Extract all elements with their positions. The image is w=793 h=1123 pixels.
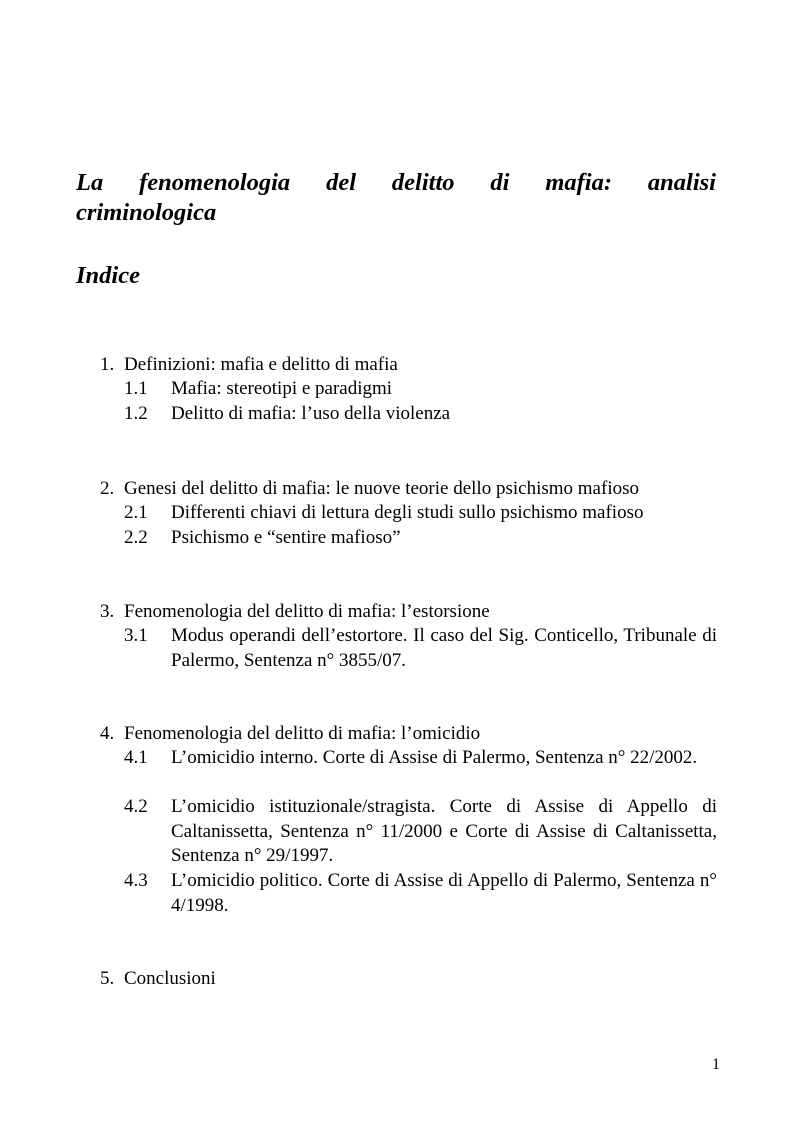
toc-section-number: 4. [100,723,115,744]
page-number: 1 [712,1056,720,1073]
toc-subsection-number: 1.2 [124,403,148,424]
document-title-line-1: La fenomenologia del delitto di mafia: analisi [76,169,716,196]
toc-subsection-number: 4.3 [124,870,148,891]
toc-section-number: 5. [100,968,115,989]
toc-section-number: 3. [100,601,115,622]
toc-section-label: Fenomenologia del delitto di mafia: l’omicidio [124,723,481,744]
toc-subsection-4-2 [124,795,717,869]
toc-section-label: Conclusioni [124,968,216,989]
toc-subsection-number: 3.1 [124,625,148,646]
toc-subsection-2-1 [124,501,717,526]
toc-section-label: Genesi del delitto di mafia: le nuove teorie dello psichismo mafioso [124,478,639,499]
toc-subsection-1-2 [124,402,717,427]
toc-section-4 [100,722,717,746]
toc-section-number: 1. [100,354,115,375]
toc-section-label: Definizioni: mafia e delitto di mafia [124,354,398,375]
toc-subsection-number: 1.1 [124,378,148,399]
toc-section-2 [100,477,717,501]
toc-subsection-2-2 [124,526,717,551]
toc-section-5 [100,967,717,991]
toc-subsection-number: 2.1 [124,502,148,523]
toc-subsection-3-1 [124,624,717,673]
toc-subsection-label: Modus operandi dell’estortore. Il caso del Sig. Conticello, Tribunale di Palermo, Sentenza n° 3855/07. [171,625,717,671]
index-heading: Indice [76,262,140,289]
toc-section-3 [100,600,717,624]
toc-subsection-label: Differenti chiavi di lettura degli studi sullo psichismo mafioso [171,502,644,523]
toc-subsection-label: Psichismo e “sentire mafioso” [171,527,401,548]
document-title-line-2: criminologica [76,199,217,226]
toc-section-number: 2. [100,478,115,499]
toc-subsection-number: 4.1 [124,747,148,768]
toc-subsection-label: L’omicidio istituzionale/stragista. Corte di Assise di Appello di Caltanissetta, Sentenza n° 11/2000 e Corte di Assise di Caltanissetta, Sentenza n° 29/1997. [171,796,717,866]
toc-section-1 [100,353,717,377]
toc-subsection-1-1 [124,377,717,402]
toc-section-label: Fenomenologia del delitto di mafia: l’estorsione [124,601,490,622]
toc-subsection-number: 2.2 [124,527,148,548]
toc-subsection-label: Mafia: stereotipi e paradigmi [171,378,393,399]
toc-subsection-label: L’omicidio interno. Corte di Assise di Palermo, Sentenza n° 22/2002. [171,747,698,768]
toc-subsection-label: L’omicidio politico. Corte di Assise di Appello di Palermo, Sentenza n° 4/1998. [171,870,717,916]
toc-subsection-label: Delitto di mafia: l’uso della violenza [171,403,451,424]
toc-subsection-4-3 [124,869,717,918]
toc-subsection-4-1 [124,746,717,771]
toc-subsection-number: 4.2 [124,796,148,817]
